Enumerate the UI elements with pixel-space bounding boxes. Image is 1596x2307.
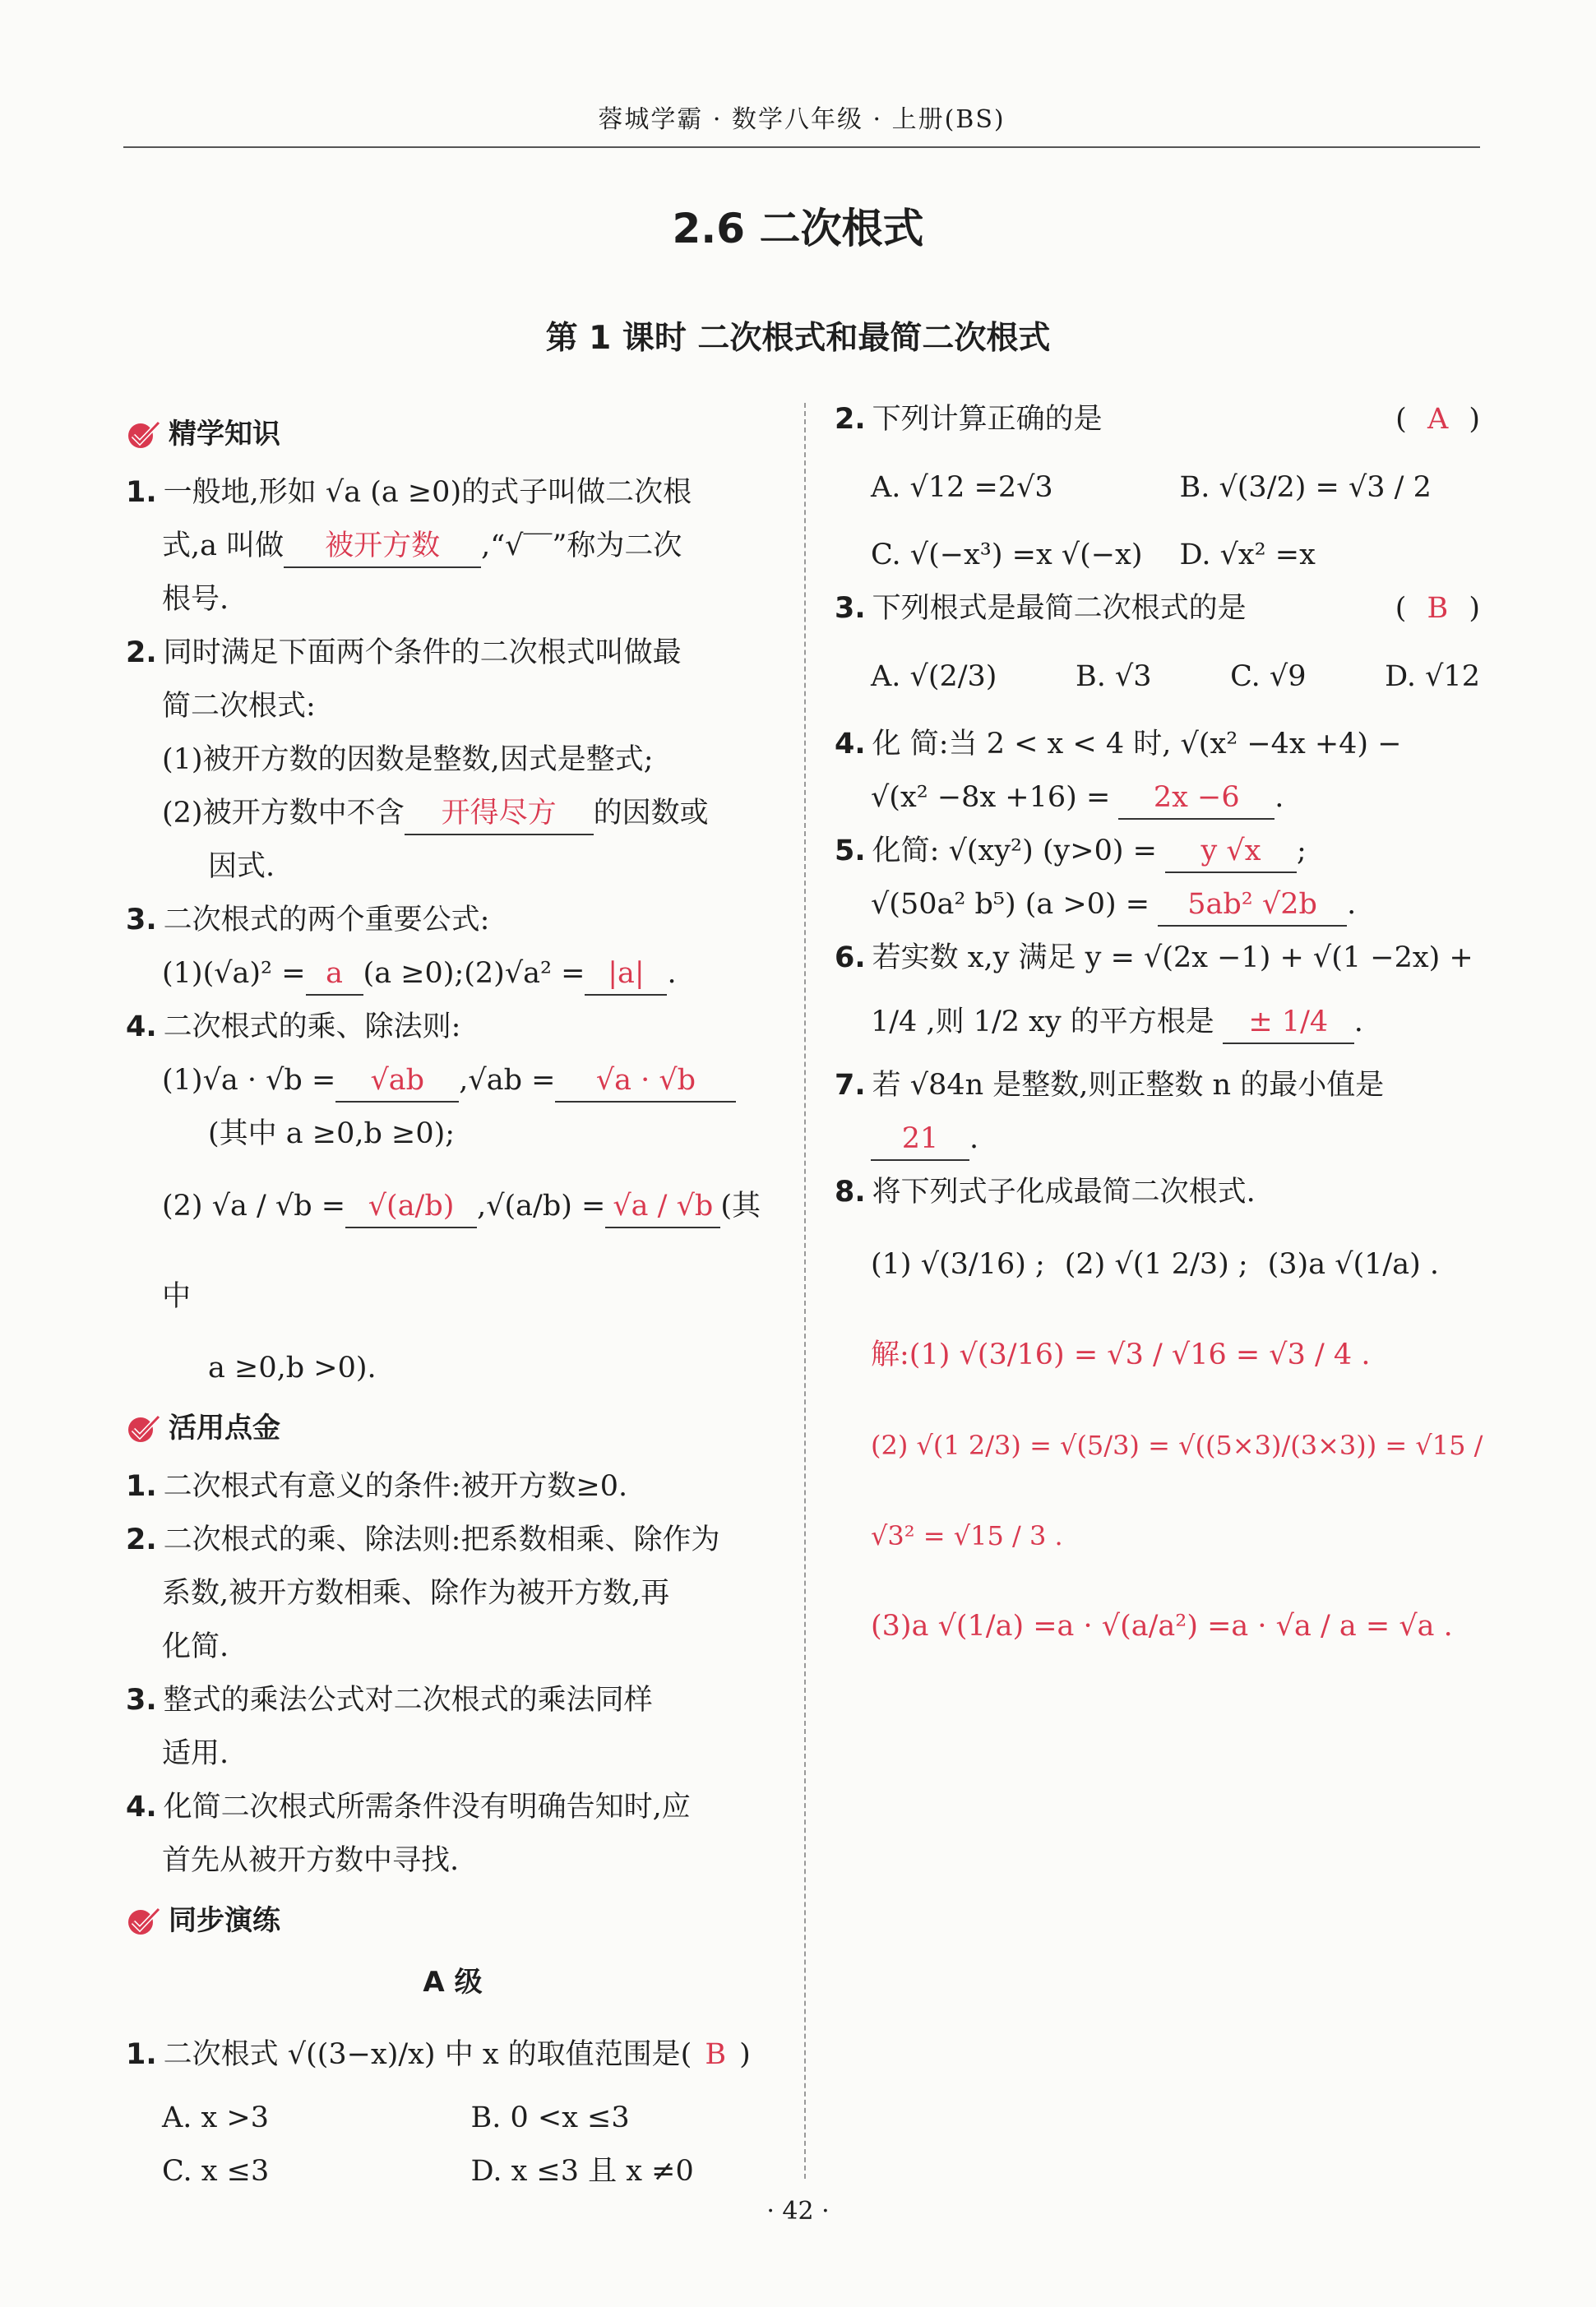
option-d: D. √x² =x	[1179, 539, 1316, 571]
option-d: D. √12	[1385, 660, 1480, 693]
knowledge-item-line: (2)被开方数中不含 开得尽方 的因数或	[126, 787, 779, 840]
column-divider	[804, 403, 806, 2179]
option-a: A. x >3	[162, 2101, 269, 2134]
options-row	[126, 2145, 779, 2198]
answer-blank: √a · √b	[555, 1060, 736, 1103]
option-b: B. 0 <x ≤3	[470, 2101, 630, 2134]
answer-blank: 2x −6	[1118, 777, 1274, 820]
page-number: · 42 ·	[766, 2197, 830, 2226]
left-column	[126, 401, 779, 2198]
part-1: (1) √(3/16) ;	[871, 1248, 1045, 1281]
knowledge-item: 4. 二次根式的乘、除法则:	[126, 1010, 461, 1043]
option-c: C. x ≤3	[162, 2155, 270, 2188]
section-knowledge	[126, 408, 779, 461]
tip-item: 3. 整式的乘法公式对二次根式的乘法同样	[126, 1684, 653, 1717]
answer-blank: √(a/b)	[345, 1186, 477, 1228]
knowledge-item-line: (其中 a ≥0,b ≥0);	[208, 1117, 456, 1150]
solution-2: (2) √(1 2/3) = √(5/3) = √((5×3)/(3×3)) = √15 / √3² = √15 / 3 .	[871, 1430, 1483, 1551]
section-practice-label: 同步演练	[169, 1904, 280, 1937]
answer-blank: 开得尽方	[405, 793, 594, 835]
tip-item: 2. 二次根式的乘、除法则:把系数相乘、除作为	[126, 1523, 720, 1556]
knowledge-item: 2. 同时满足下面两个条件的二次根式叫做最	[126, 636, 682, 669]
question-1: 1. 二次根式 √((3−x)/x) 中 x 的取值范围是( B )	[126, 2038, 751, 2071]
part-3: (3)a √(1/a) .	[1267, 1248, 1439, 1281]
knowledge-item-line: a ≥0,b >0).	[208, 1352, 377, 1385]
option-d: D. x ≤3 且 x ≠0	[470, 2155, 694, 2188]
question-6-line: 1/4 ,则 1/2 xy 的平方根是 ± 1/4 .	[835, 985, 1488, 1059]
section-knowledge-label: 精学知识	[169, 418, 280, 451]
tip-item: 1. 二次根式有意义的条件:被开方数≥0.	[126, 1470, 628, 1503]
question-8-parts	[835, 1219, 1488, 1310]
answer-blank: √ab	[335, 1060, 459, 1103]
tip-item-line: 化简.	[162, 1630, 229, 1663]
check-icon	[126, 1906, 162, 1937]
page-header: 蓉城学霸 · 数学八年级 · 上册(BS)	[598, 105, 1006, 134]
answer-blank: ± 1/4	[1223, 1001, 1354, 1044]
right-column	[835, 393, 1488, 1671]
answer-choice: B	[1427, 592, 1449, 625]
knowledge-item-line: 根号.	[162, 583, 229, 616]
option-b: B. √(3/2) = √3 / 2	[1179, 471, 1432, 504]
knowledge-item-line: 简二次根式:	[162, 690, 316, 723]
option-a: A. √(2/3)	[871, 660, 997, 693]
knowledge-item-line: (2) √a / √b = √(a/b) ,√(a/b) = √a / √b (其中	[126, 1161, 779, 1342]
question-4-line: √(x² −8x +16) = 2x −6 .	[835, 771, 1488, 825]
section-title: 2.6 二次根式	[672, 205, 924, 252]
answer-blank: y √x	[1165, 830, 1297, 873]
knowledge-item: 1. 一般地,形如 √a (a ≥0)的式子叫做二次根	[126, 476, 692, 509]
answer-blank: 被开方数	[284, 525, 481, 568]
knowledge-item-line: 因式.	[208, 850, 275, 883]
section-tips	[126, 1402, 779, 1455]
knowledge-item-line: (1)√a · √b = √ab ,√ab = √a · √b	[126, 1054, 779, 1107]
answer-blank: 5ab² √2b	[1158, 884, 1347, 927]
answer-choice: A	[1427, 403, 1449, 436]
options-row	[126, 2092, 779, 2145]
section-practice	[126, 1894, 779, 1948]
tip-item-line: 适用.	[162, 1737, 229, 1770]
tip-item-line: 系数,被开方数相乘、除作为被开方数,再	[162, 1577, 670, 1610]
level-label: A 级	[423, 1966, 483, 1999]
options-row	[835, 636, 1488, 718]
question-6: 6. 若实数 x,y 满足 y = √(2x −1) + √(1 −2x) +	[835, 941, 1473, 974]
option-b: B. √3	[1076, 660, 1152, 693]
part-2: (2) √(1 2/3) ;	[1064, 1248, 1248, 1281]
solution-3: (3)a √(1/a) =a · √(a/a²) =a · √a / a = √a .	[871, 1610, 1453, 1643]
question-3: 3. 下列根式是最简二次根式的是 ( B )	[835, 592, 1480, 625]
answer-blank: 21	[871, 1118, 969, 1161]
tip-item-line: 首先从被开方数中寻找.	[162, 1844, 460, 1877]
answer-blank: √a / √b	[605, 1186, 720, 1228]
question-4: 4. 化 简:当 2 < x < 4 时, √(x² −4x +4) −	[835, 728, 1402, 761]
lesson-title: 第 1 课时 二次根式和最简二次根式	[545, 320, 1051, 357]
check-icon	[126, 419, 162, 451]
knowledge-item-line: (1)被开方数的因数是整数,因式是整式;	[162, 743, 654, 776]
knowledge-item-line: 式,a 叫做 被开方数 ,“√‾‾”称为二次	[126, 520, 779, 573]
options-row	[835, 446, 1488, 529]
option-c: C. √9	[1230, 660, 1307, 693]
question-5-line: √(50a² b⁵) (a >0) = 5ab² √2b .	[835, 878, 1488, 932]
option-c: C. √(−x³) =x √(−x)	[871, 539, 1143, 571]
options-row	[835, 529, 1488, 582]
answer-blank: |a|	[585, 953, 667, 996]
knowledge-item-line: (1)(√a)² = a (a ≥0);(2)√a² = |a| .	[126, 947, 779, 1001]
knowledge-item: 3. 二次根式的两个重要公式:	[126, 904, 490, 936]
question-2: 2. 下列计算正确的是 ( A )	[835, 403, 1480, 436]
answer-blank: a	[306, 953, 363, 996]
question-7-line: 21 .	[835, 1112, 1488, 1166]
question-5: 5. 化简: √(xy²) (y>0) = y √x ;	[835, 825, 1488, 878]
solution-1: 解:(1) √(3/16) = √3 / √16 = √3 / 4 .	[871, 1338, 1371, 1371]
check-icon	[126, 1413, 162, 1445]
header-rule	[123, 146, 1480, 148]
tip-item: 4. 化简二次根式所需条件没有明确告知时,应	[126, 1791, 691, 1824]
question-8: 8. 将下列式子化成最简二次根式.	[835, 1176, 1256, 1209]
section-tips-label: 活用点金	[169, 1412, 280, 1445]
option-a: A. √12 =2√3	[871, 471, 1053, 504]
answer-choice: B	[705, 2038, 727, 2071]
question-7: 7. 若 √84n 是整数,则正整数 n 的最小值是	[835, 1069, 1385, 1102]
